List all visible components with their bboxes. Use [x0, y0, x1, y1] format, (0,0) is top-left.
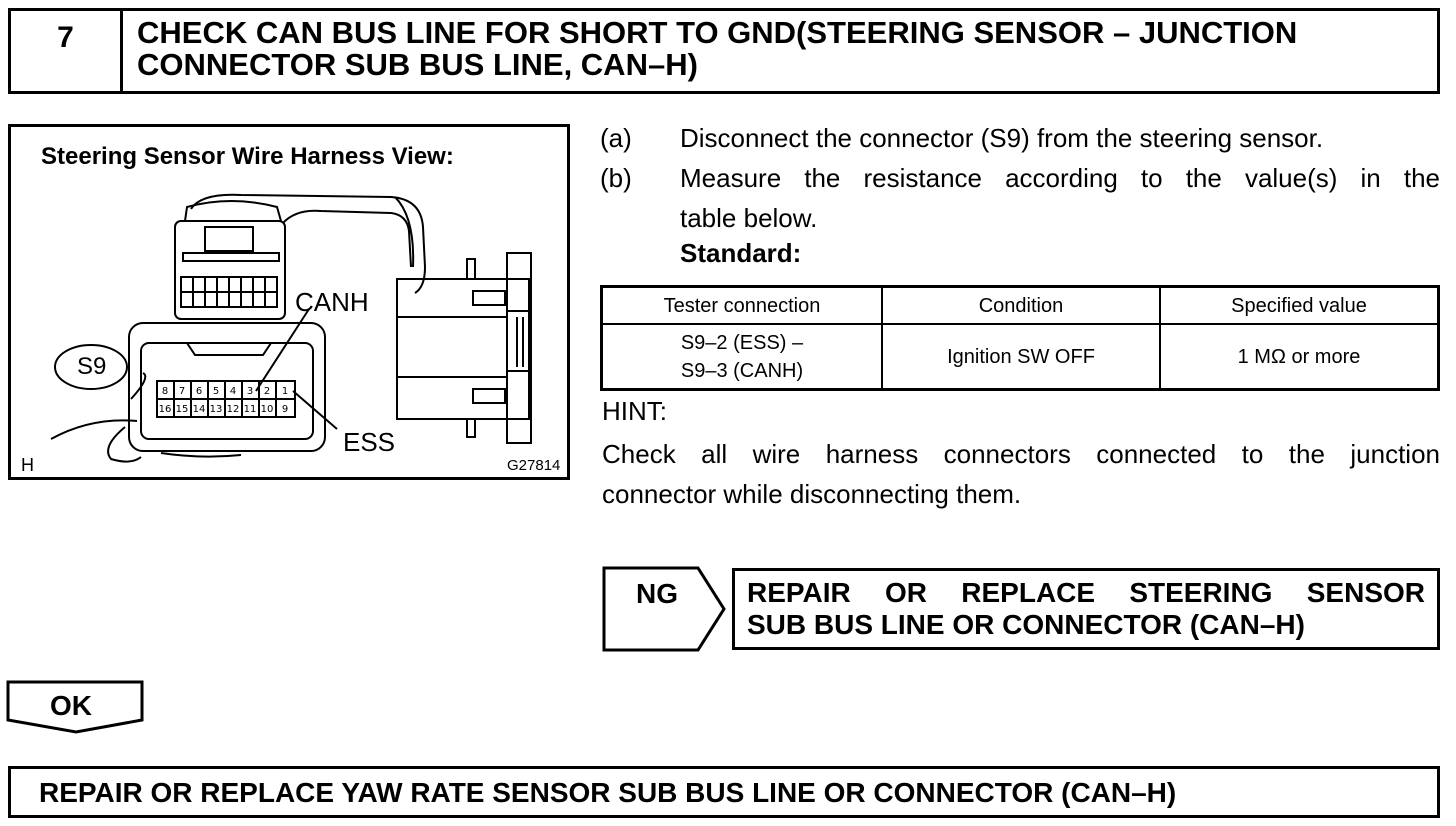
upper-connector-grid — [181, 277, 277, 307]
hint-line-2: connector while disconnecting them. — [602, 479, 1022, 509]
wire-left-3 — [131, 373, 145, 399]
spec-table — [600, 285, 1440, 391]
step-title-line-1: CHECK CAN BUS LINE FOR SHORT TO GND(STEERING SENSOR – JUNCTION — [137, 15, 1298, 50]
pin-number: 13 — [209, 404, 223, 415]
s9-connector-key — [187, 343, 271, 355]
harness-tube-inner — [283, 211, 411, 267]
large-connector-body — [397, 279, 529, 419]
pin-number: 8 — [161, 386, 169, 397]
table-cell-value: 1 MΩ or more — [1237, 345, 1361, 368]
pin-number: 14 — [192, 404, 206, 415]
standard-label: Standard: — [680, 238, 802, 268]
pin-number: 10 — [260, 404, 274, 415]
step-b-text-continued: table below. — [680, 203, 818, 233]
canh-leader-line — [256, 309, 309, 391]
pin-number: 6 — [195, 386, 203, 397]
table-cell-condition: Ignition SW OFF — [883, 325, 1161, 388]
step-title — [137, 17, 1427, 81]
pin-number: 11 — [243, 404, 257, 415]
canh-label: CANH — [295, 287, 369, 317]
figure-code: G27814 — [507, 457, 561, 474]
step-b-letter: (b) — [600, 163, 632, 193]
harness-tube-outer — [191, 195, 425, 293]
table-cell-tester — [603, 325, 883, 388]
table-header-condition: Condition — [883, 288, 1161, 325]
table-header-value: Specified value — [1161, 288, 1437, 325]
step-title-line-2: CONNECTOR SUB BUS LINE, CAN–H) — [137, 47, 698, 82]
wire-left-2 — [108, 427, 141, 462]
pin-number: 7 — [178, 386, 186, 397]
pin-number: 16 — [158, 404, 172, 415]
step-a-letter: (a) — [600, 123, 632, 153]
tester-line-2: S9–3 (CANH) — [680, 359, 804, 382]
step-number: 7 — [11, 11, 123, 91]
pin-number: 9 — [281, 404, 289, 415]
pin-number: 3 — [246, 386, 254, 397]
figure-title: Steering Sensor Wire Harness View: — [41, 143, 454, 170]
figure-corner-letter: H — [21, 455, 34, 475]
pin-number: 4 — [229, 386, 237, 397]
ng-action-line-1: REPAIR OR REPLACE STEERING SENSOR — [747, 577, 1425, 608]
hint-label: HINT: — [602, 396, 667, 426]
hint-line-1: Check all wire harness connectors connected to the junction — [602, 439, 1440, 469]
ess-label: ESS — [343, 427, 396, 457]
hint-text — [602, 434, 1440, 514]
upper-connector-rib — [183, 253, 279, 261]
wire-bottom — [161, 453, 241, 457]
pin-number: 12 — [226, 404, 240, 415]
pin-number: 1 — [281, 386, 289, 397]
upper-connector-cap — [185, 201, 281, 221]
pin-number: 15 — [175, 404, 189, 415]
wire-harness-figure — [8, 124, 570, 480]
tester-line-1: S9–2 (ESS) – — [680, 331, 804, 354]
ng-label: NG — [636, 578, 678, 609]
ess-leader-line — [293, 391, 337, 429]
connector-id-label: S9 — [77, 353, 107, 380]
ok-action-box: REPAIR OR REPLACE YAW RATE SENSOR SUB BUS LINE OR CONNECTOR (CAN–H) — [8, 766, 1440, 818]
step-a-text: Disconnect the connector (S9) from the steering sensor. — [680, 123, 1324, 153]
connector-diagram — [11, 127, 567, 477]
wire-left-1 — [51, 420, 137, 439]
upper-connector-latch — [205, 227, 253, 251]
step-b-text: Measure the resistance according to the value(s) in the — [680, 163, 1440, 193]
ng-action-box — [732, 568, 1440, 650]
step-header — [8, 8, 1440, 94]
large-connector-flange — [507, 253, 531, 443]
ng-action-line-2: SUB BUS LINE OR CONNECTOR (CAN–H) — [747, 609, 1305, 640]
table-header-tester: Tester connection — [603, 288, 883, 325]
s9-pin-numbers — [159, 386, 289, 415]
pin-number: 5 — [212, 386, 220, 397]
pin-number: 2 — [263, 386, 271, 397]
ok-label: OK — [50, 690, 92, 721]
